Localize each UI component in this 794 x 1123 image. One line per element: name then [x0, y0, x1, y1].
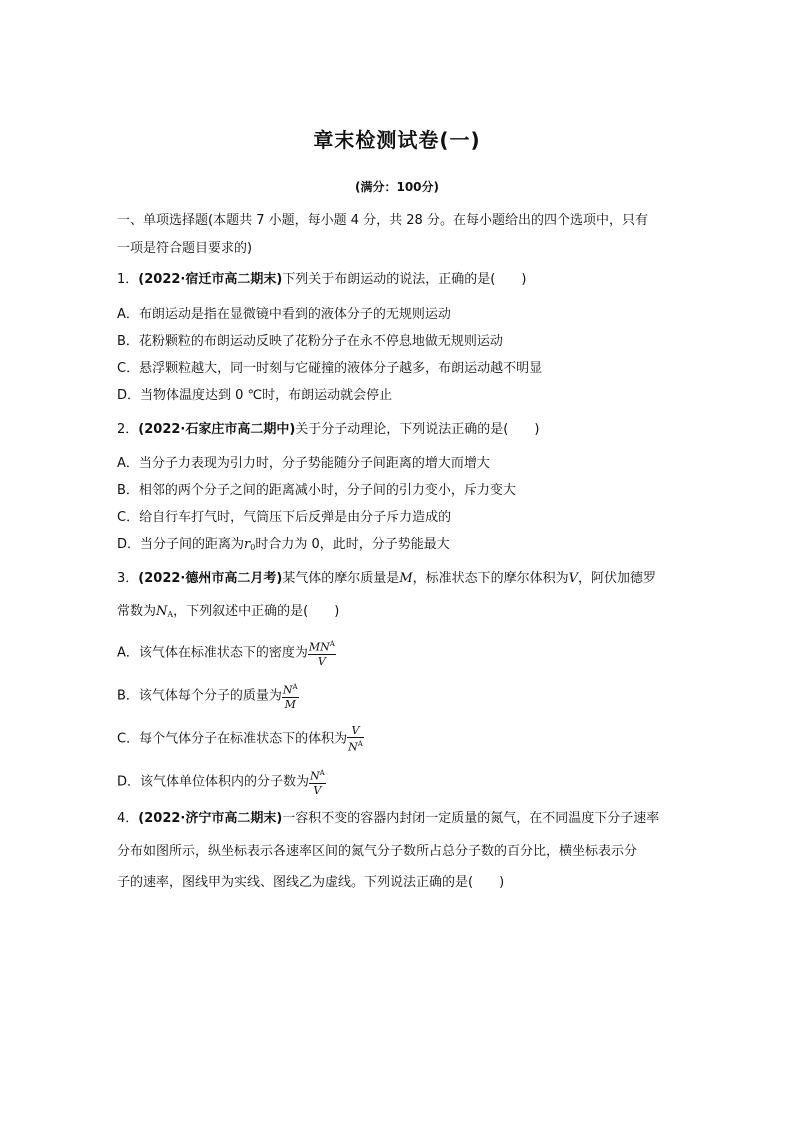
question-4-stem: 4．(2022·济宁市高二期末)一容积不变的容器内封闭一定质量的氮气，在不同温度下分子速率: [117, 811, 660, 826]
fraction: $\frac{MN^A}{V}$: [308, 640, 335, 668]
question-number: 1．: [117, 272, 139, 287]
question-4-stem-cont: 子的速率，图线甲为实线、图线乙为虚线。下列说法正确的是( ): [117, 875, 505, 890]
question-source: (2022·宿迁市高二期末): [138, 272, 283, 287]
question-number: 3．: [117, 571, 139, 586]
q3-option-c: C．每个气体分子在标准状态下的体积为 $\frac{V}{N^A}$: [117, 724, 363, 754]
section-heading-cont: 一项是符合题目要求的): [117, 241, 253, 256]
fraction: $\frac{N^A}{V}$: [310, 769, 325, 797]
question-1-stem: [117, 271, 526, 289]
q1-option-c: C．悬浮颗粒越大，同一时刻与它碰撞的液体分子越多，布朗运动越不明显: [117, 361, 543, 376]
question-3-stem-cont: 常数为$N_A$，下列叙述中正确的是( ): [117, 604, 340, 619]
symbol-M: M: [399, 571, 413, 586]
q3-option-b: B．该气体每个分子的质量为 $\frac{N^A}{M}$: [117, 683, 298, 711]
score-note: (满分：100分): [354, 180, 440, 194]
section-heading: 一、单项选择题(本题共 7 小题，每小题 4 分，共 28 分。在每小题给出的四个选项中，只有: [117, 213, 648, 228]
q2-option-b: B．相邻的两个分子之间的距离减小时，分子间的引力变小，斥力变大: [117, 483, 516, 498]
symbol-V: V: [568, 571, 579, 586]
page-title: 章末检测试卷(一): [313, 128, 481, 152]
fraction: $\frac{N^A}{M}$: [282, 683, 298, 711]
q1-option-b: B．花粉颗粒的布朗运动反映了花粉分子在永不停息地做无规则运动: [117, 334, 503, 349]
q2-option-d: D．当分子间的距离为$r_0$时合力为 0，此时，分子势能最大: [117, 537, 450, 552]
fraction: $\frac{V}{N^A}$: [348, 724, 363, 754]
r0-symbol: $r_0$: [244, 537, 256, 552]
question-2-stem: [117, 421, 539, 439]
q2-option-c: C．给自行车打气时，气筒压下后反弹是由分子斥力造成的: [117, 510, 452, 525]
question-text: 关于分子动理论，下列说法正确的是( ): [295, 422, 540, 437]
question-3-stem: 3．(2022·德州市高二月考)某气体的摩尔质量是M，标准状态下的摩尔体积为V，阿伏加德罗: [117, 571, 657, 586]
q1-option-a: A．布朗运动是指在显微镜中看到的液体分子的无规则运动: [117, 307, 451, 322]
question-source: (2022·石家庄市高二期中): [138, 422, 296, 437]
question-4-stem-cont: 分布如图所示，纵坐标表示各速率区间的氮气分子数所占总分子数的百分比，横坐标表示分: [117, 844, 638, 859]
q2-option-a: A．当分子力表现为引力时，分子势能随分子间距离的增大而增大: [117, 456, 490, 471]
question-source: (2022·济宁市高二期末): [138, 811, 283, 826]
question-source: (2022·德州市高二月考): [138, 571, 283, 586]
symbol-NA: $N_A$: [156, 604, 174, 619]
q1-option-d: D．当物体温度达到 0 ℃时，布朗运动就会停止: [117, 388, 393, 403]
question-number: 2．: [117, 422, 139, 437]
q3-option-a: A．该气体在标准状态下的密度为 $\frac{MN^A}{V}$: [117, 640, 335, 668]
question-number: 4．: [117, 811, 139, 826]
q3-option-d: D．该气体单位体积内的分子数为 $\frac{N^A}{V}$: [117, 769, 325, 797]
question-text: 下列关于布朗运动的说法，正确的是( ): [282, 272, 527, 287]
